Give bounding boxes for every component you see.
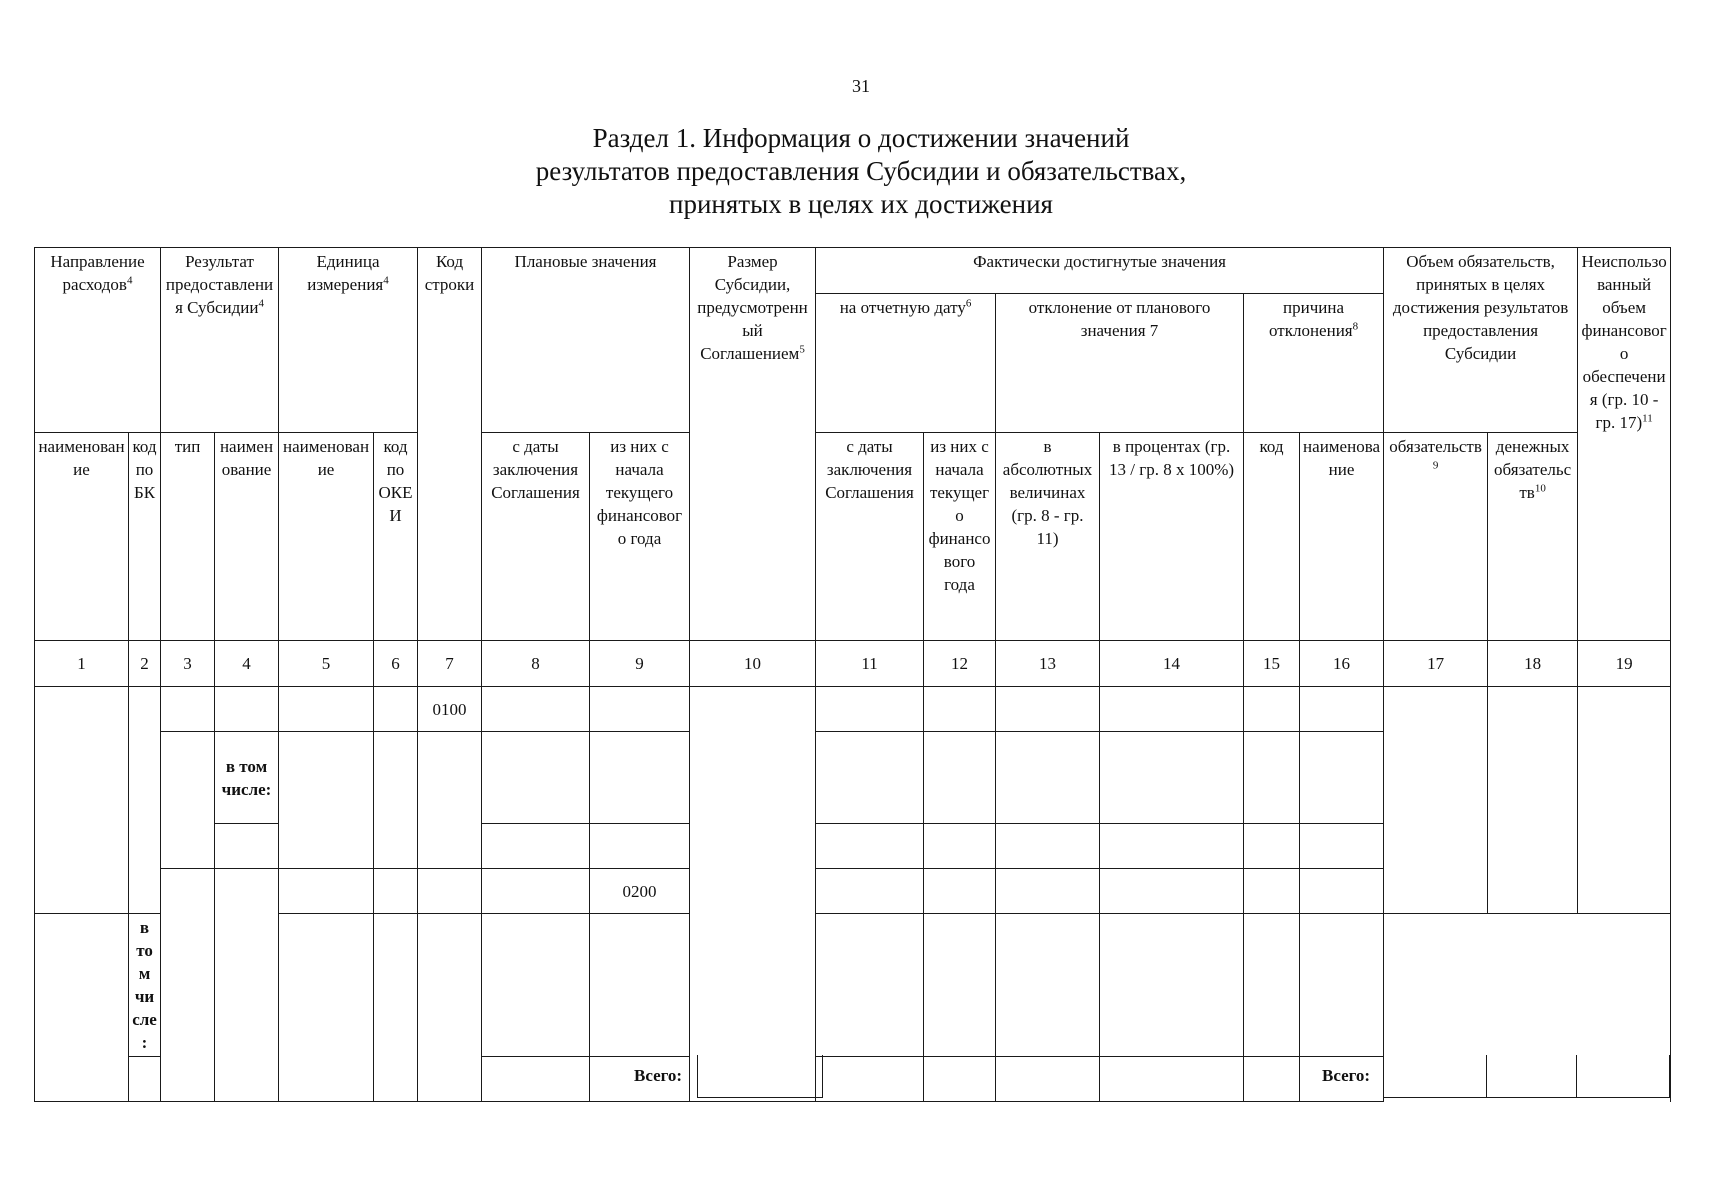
total-label-obligations: Всего: <box>1322 1066 1371 1085</box>
data-cell <box>1100 687 1244 732</box>
data-cell <box>1244 914 1300 1057</box>
data-cell <box>1100 824 1244 869</box>
data-cell <box>1244 732 1300 824</box>
column-number: 17 <box>1384 641 1488 687</box>
data-cell <box>1244 1057 1300 1102</box>
data-cell <box>816 732 924 824</box>
data-cell <box>215 824 279 869</box>
header-deviation: отклонение от планового значения 7 <box>996 294 1244 433</box>
data-cell <box>816 1057 924 1102</box>
section-title-line-2: результатов предоставления Субсидии и обязательствах, <box>535 156 1187 186</box>
including-label: в том числе: <box>129 914 161 1057</box>
data-cell <box>1244 824 1300 869</box>
page-number: 31 <box>852 76 870 96</box>
including-label: в том числе: <box>215 732 279 824</box>
data-cell <box>1300 824 1384 869</box>
row-code-0200: 0200 <box>590 869 690 914</box>
subheader-kbk: код по БК <box>129 433 161 641</box>
data-cell <box>590 687 690 732</box>
column-number: 13 <box>996 641 1100 687</box>
subheader-fact-current-year: из них с начала текущего финансового года <box>924 433 996 641</box>
data-cell <box>1244 869 1300 914</box>
section-title-line-1: Раздел 1. Информация о достижении значений <box>592 123 1130 153</box>
data-cell <box>1300 1057 1384 1102</box>
data-cell <box>924 914 996 1057</box>
header-reason: причина отклонения$^8$ <box>1244 294 1384 433</box>
header-direction: Направление расходов$^4$ <box>35 248 161 433</box>
subheader-result-type: тип <box>161 433 215 641</box>
data-cell <box>590 1057 690 1102</box>
data-cell <box>996 869 1100 914</box>
data-cell <box>924 732 996 824</box>
column-number: 8 <box>482 641 590 687</box>
header-unused: Неиспользованный объем финансового обеспечения (гр. 10 - гр. 17)$^{11}$ <box>1578 248 1671 641</box>
column-number: 19 <box>1578 641 1671 687</box>
subheader-reason-code: код <box>1244 433 1300 641</box>
data-cell <box>418 914 482 1102</box>
column-number: 18 <box>1488 641 1578 687</box>
column-number: 3 <box>161 641 215 687</box>
data-cell <box>482 1057 590 1102</box>
header-unit: Единица измерения$^4$ <box>279 248 418 433</box>
subheader-obligations: обязательств$^9$ <box>1384 433 1488 641</box>
subheader-money-obligations: денежных обязательств$^{10}$ <box>1488 433 1578 641</box>
data-cell <box>35 914 129 1102</box>
data-cell <box>418 732 482 869</box>
column-number: 16 <box>1300 641 1384 687</box>
data-cell <box>374 732 418 869</box>
data-cell <box>1488 687 1578 914</box>
data-cell <box>161 687 215 732</box>
data-cell <box>996 824 1100 869</box>
subheader-result-name: наименование <box>215 433 279 641</box>
data-cell <box>924 824 996 869</box>
column-number: 14 <box>1100 641 1244 687</box>
subheader-unit-name: наименование <box>279 433 374 641</box>
data-cell <box>129 687 161 914</box>
data-cell <box>279 687 374 732</box>
subheader-plan-since-agreement: с даты заключения Соглашения <box>482 433 590 641</box>
data-cell <box>996 914 1100 1057</box>
data-cell <box>35 687 129 914</box>
total-label-subsidy: Всего: <box>634 1066 683 1085</box>
column-number: 12 <box>924 641 996 687</box>
column-number: 10 <box>690 641 816 687</box>
subheader-reason-name: наименование <box>1300 433 1384 641</box>
data-cell <box>996 732 1100 824</box>
subheader-fact-since-agreement: с даты заключения Соглашения <box>816 433 924 641</box>
data-cell <box>1578 687 1671 914</box>
data-cell <box>816 914 924 1057</box>
section-title-line-3: принятых в целях их достижения <box>669 189 1053 219</box>
column-number: 15 <box>1244 641 1300 687</box>
data-cell <box>924 869 996 914</box>
section-title <box>0 122 1722 221</box>
data-cell <box>482 914 590 1057</box>
data-cell <box>215 687 279 732</box>
data-cell <box>482 732 590 824</box>
data-cell <box>279 869 374 914</box>
data-cell <box>279 732 374 869</box>
data-cell <box>924 1057 996 1102</box>
data-cell <box>1244 687 1300 732</box>
column-number: 6 <box>374 641 418 687</box>
data-cell <box>161 732 215 869</box>
data-cell <box>1100 869 1244 914</box>
subheader-deviation-absolute: в абсолютных величинах (гр. 8 - гр. 11) <box>996 433 1100 641</box>
data-cell <box>996 1057 1100 1102</box>
data-cell <box>590 824 690 869</box>
data-cell <box>816 824 924 869</box>
data-cell <box>1100 1057 1244 1102</box>
subheader-direction-name: наименование <box>35 433 129 641</box>
column-number: 11 <box>816 641 924 687</box>
data-cell <box>1300 869 1384 914</box>
header-reporting-date: на отчетную дату$^6$ <box>816 294 996 433</box>
data-cell <box>482 824 590 869</box>
header-planned: Плановые значения <box>482 248 690 433</box>
row-code-0100: 0100 <box>418 687 482 732</box>
column-number: 5 <box>279 641 374 687</box>
data-cell <box>1384 687 1488 914</box>
header-subsidy-size: Размер Субсидии, предусмотренный Соглашением$^5$ <box>690 248 816 641</box>
data-cell <box>1100 914 1244 1057</box>
data-cell <box>482 869 590 914</box>
data-cell <box>924 687 996 732</box>
data-cell <box>215 869 279 1102</box>
data-cell <box>996 687 1100 732</box>
column-number: 4 <box>215 641 279 687</box>
data-cell <box>129 1057 161 1102</box>
header-actual: Фактически достигнутые значения <box>816 248 1384 294</box>
column-number: 9 <box>590 641 690 687</box>
data-cell <box>279 914 374 1102</box>
data-cell <box>816 869 924 914</box>
subheader-plan-current-year: из них с начала текущего финансового года <box>590 433 690 641</box>
data-cell <box>816 687 924 732</box>
data-cell <box>1300 687 1384 732</box>
subheader-okei: код по ОКЕИ <box>374 433 418 641</box>
data-cell <box>590 732 690 824</box>
column-number: 7 <box>418 641 482 687</box>
header-result: Результат предоставления Субсидии$^4$ <box>161 248 279 433</box>
data-cell <box>482 687 590 732</box>
header-obligations-volume: Объем обязательств, принятых в целях достижения результатов предоставления Субсидии <box>1384 248 1578 433</box>
data-cell <box>1300 732 1384 824</box>
data-cell <box>1300 914 1384 1057</box>
data-cell <box>374 914 418 1102</box>
data-cell <box>161 869 215 1102</box>
data-cell <box>374 687 418 732</box>
column-number: 1 <box>35 641 129 687</box>
header-row-code: Код строки <box>418 248 482 641</box>
column-number: 2 <box>129 641 161 687</box>
subheader-deviation-percent: в процентах (гр. 13 / гр. 8 x 100%) <box>1100 433 1244 641</box>
data-cell <box>418 869 482 914</box>
data-cell <box>690 687 816 1102</box>
data-cell <box>1100 732 1244 824</box>
data-cell <box>374 869 418 914</box>
results-table <box>34 247 1671 1102</box>
data-cell <box>590 914 690 1057</box>
